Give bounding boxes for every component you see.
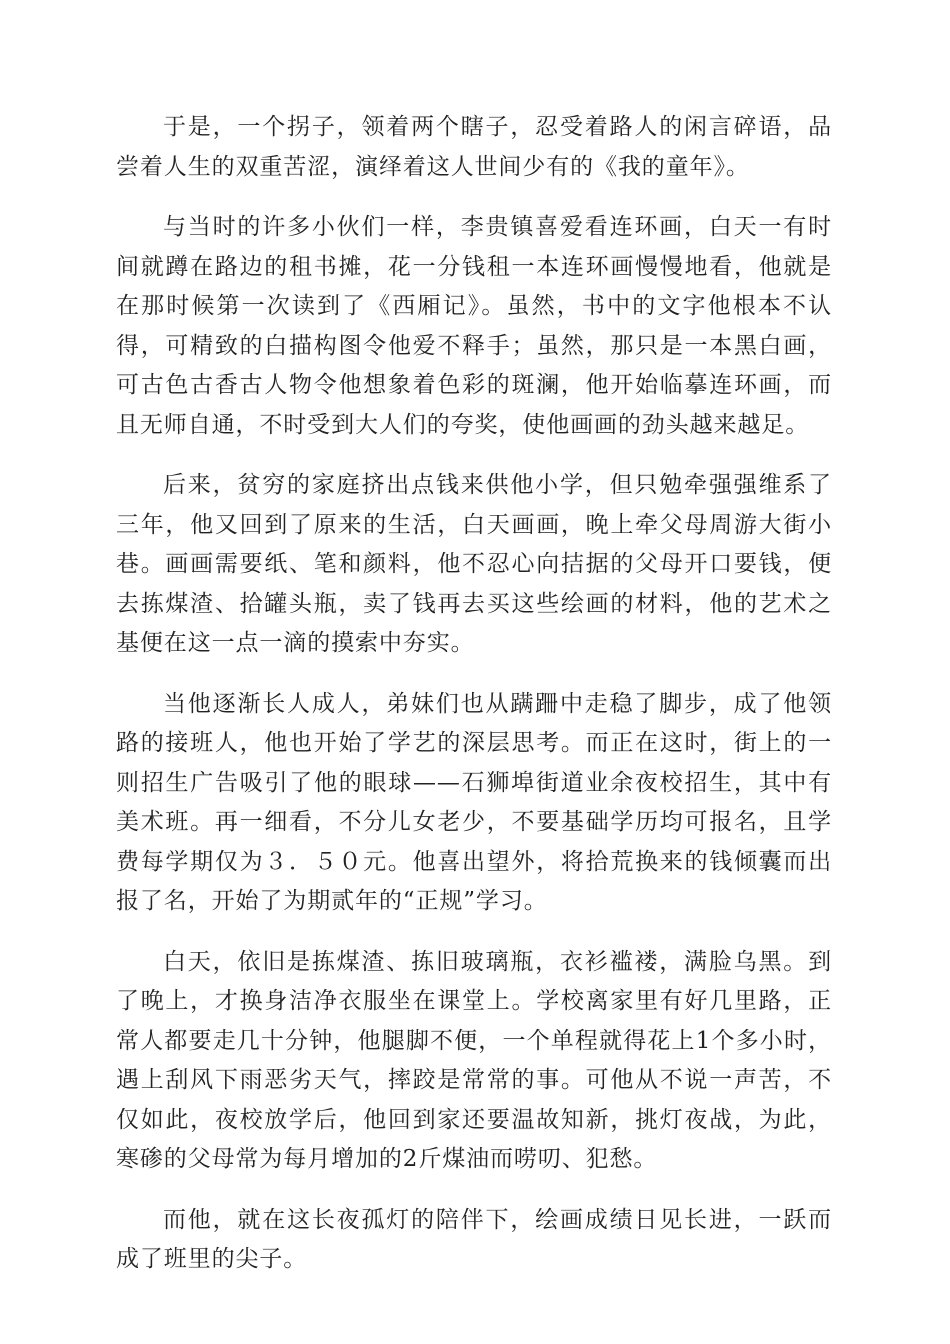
- paragraph-5: 白天，依旧是拣煤渣、拣旧玻璃瓶，衣衫褴褛，满脸乌黑。到了晚上，才换身洁净衣服坐在课堂上。学校离家里有好几里路，正常人都要走几十分钟，他腿脚不便，一个单程就得花上1个多小时，遇上刮风下雨恶劣天气，摔跤是常常的事。可他从不说一声苦，不仅如此，夜校放学后，他回到家还要温故知新，挑灯夜战，为此，寒碜的父母常为每月增加的2斤煤油而唠叨、犯愁。: [116, 948, 832, 1172]
- document-page: [116, 108, 832, 1301]
- paragraph-2: 与当时的许多小伙们一样，李贵镇喜爱看连环画，白天一有时间就蹲在路边的租书摊，花一分钱租一本连环画慢慢地看，他就是在那时候第一次读到了《西厢记》。虽然，书中的文字他根本不认得，可精致的白描构图令他爱不释手；虽然，那只是一本黑白画，可古色古香古人物令他想象着色彩的斑澜，他开始临摹连环画，而且无师自通，不时受到大人们的夸奖，使他画画的劲头越来越足。: [116, 214, 832, 438]
- paragraph-3: 后来，贫穷的家庭挤出点钱来供他小学，但只勉牵强强维系了三年，他又回到了原来的生活，白天画画，晚上牵父母周游大街小巷。画画需要纸、笔和颜料，他不忍心向拮据的父母开口要钱，便去拣煤渣、拾罐头瓶，卖了钱再去买这些绘画的材料，他的艺术之基便在这一点一滴的摸索中夯实。: [116, 472, 832, 656]
- paragraph-1: 于是，一个拐子，领着两个瞎子，忍受着路人的闲言碎语，品尝着人生的双重苦涩，演绎着这人世间少有的《我的童年》。: [116, 114, 832, 180]
- paragraph-4: 当他逐渐长人成人，弟妹们也从蹒跚中走稳了脚步，成了他领路的接班人，他也开始了学艺的深层思考。而正在这时，街上的一则招生广告吸引了他的眼球——石狮埠街道业余夜校招生，其中有美术班。再一细看，不分儿女老少，不要基础学历均可报名，且学费每学期仅为３．５０元。他喜出望外，将拾荒换来的钱倾囊而出报了名，开始了为期贰年的“正规”学习。: [116, 690, 832, 914]
- paragraph-6: 而他，就在这长夜孤灯的陪伴下，绘画成绩日见长进，一跃而成了班里的尖子。: [116, 1206, 832, 1272]
